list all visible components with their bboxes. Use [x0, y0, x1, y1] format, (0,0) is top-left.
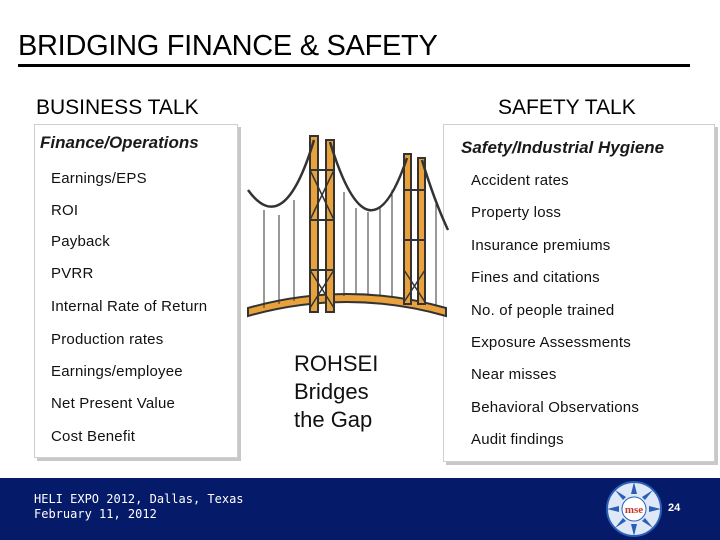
business-talk-heading: BUSINESS TALK [36, 96, 199, 119]
safety-item: No. of people trained [471, 302, 615, 319]
finance-item: Payback [51, 233, 110, 250]
tagline-line: the Gap [294, 407, 373, 432]
logo-text: mse [624, 504, 644, 516]
slide-title: BRIDGING FINANCE & SAFETY [18, 30, 438, 62]
finance-item: Earnings/EPS [51, 170, 147, 187]
safety-item: Fines and citations [471, 269, 600, 286]
page-number: 24 [668, 502, 681, 514]
bridge-icon [244, 130, 450, 330]
footer-date-line: February 11, 2012 [34, 507, 157, 521]
finance-item: PVRR [51, 265, 94, 282]
title-underline [18, 64, 690, 67]
safety-talk-heading: SAFETY TALK [498, 96, 636, 119]
safety-item: Behavioral Observations [471, 399, 640, 416]
finance-item: Cost Benefit [51, 428, 136, 445]
finance-item: Earnings/employee [51, 363, 183, 380]
footer-event-line: HELI EXPO 2012, Dallas, Texas [34, 492, 244, 506]
finance-item: Internal Rate of Return [51, 298, 208, 315]
tagline-line: Bridges [294, 379, 369, 404]
safety-item: Insurance premiums [471, 237, 611, 254]
finance-panel-heading: Finance/Operations [40, 133, 199, 152]
center-tagline [294, 350, 404, 434]
safety-panel-heading: Safety/Industrial Hygiene [461, 138, 665, 157]
finance-item: Production rates [51, 331, 164, 348]
finance-item: Net Present Value [51, 395, 176, 412]
finance-item: ROI [51, 202, 79, 219]
safety-item: Near misses [471, 366, 557, 383]
safety-item: Exposure Assessments [471, 334, 631, 351]
safety-item: Property loss [471, 204, 562, 221]
tagline-line: ROHSEI [294, 351, 379, 376]
safety-item: Accident rates [471, 172, 569, 189]
safety-item: Audit findings [471, 431, 564, 448]
footer-event-info [34, 492, 244, 522]
organization-seal-icon [605, 480, 663, 538]
